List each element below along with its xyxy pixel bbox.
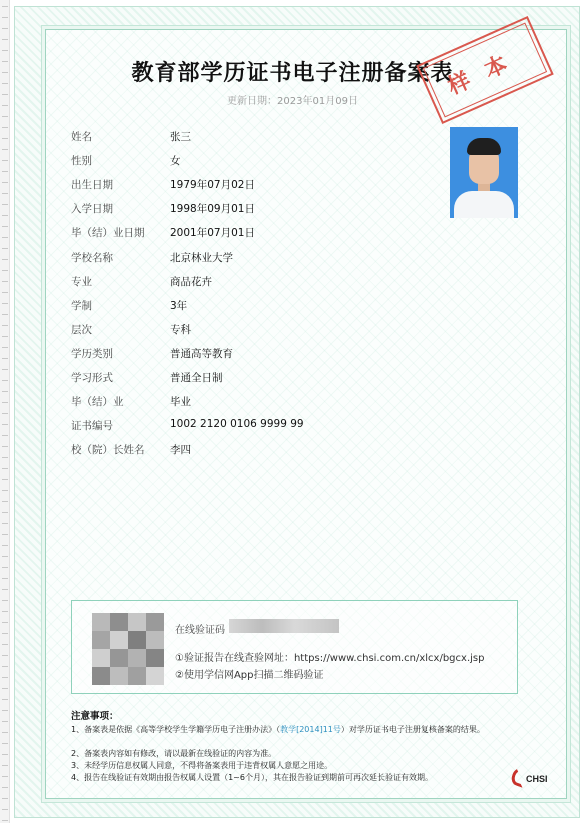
field-value: 专科 (170, 324, 191, 336)
field-label: 性别 (71, 155, 92, 167)
field-value: 女 (170, 155, 181, 167)
field-label: 校（院）长姓名 (71, 444, 145, 456)
field-label: 学制 (71, 300, 92, 312)
qr-code-image (92, 613, 164, 685)
student-photo (450, 127, 518, 218)
note-item-3: 3、未经学历信息权属人同意，不得将备案表用于违背权属人意愿之用途。 (71, 761, 333, 770)
field-label: 出生日期 (71, 179, 113, 191)
verification-code-redacted (229, 619, 339, 633)
note-item-4: 4、报告在线验证有效期由报告权属人设置（1~6个月），其在报告验证到期前可再次延长验证有效期。 (71, 773, 433, 782)
document-title: 教育部学历证书电子注册备案表 (131, 61, 454, 86)
field-label: 毕（结）业 (71, 396, 124, 408)
field-value: 毕业 (170, 396, 191, 408)
field-label: 证书编号 (71, 420, 113, 432)
field-value: 北京林业大学 (170, 252, 233, 264)
field-value: 李四 (170, 444, 191, 456)
field-label: 学校名称 (71, 252, 113, 264)
regulation-link[interactable]: 教学[2014]11号 (280, 725, 341, 734)
field-value: 1002 2120 0106 9999 99 (170, 418, 304, 430)
update-date: 更新日期：2023年01月09日 (227, 96, 358, 107)
field-label: 学历类别 (71, 348, 113, 360)
field-label: 入学日期 (71, 203, 113, 215)
chsi-logo (512, 768, 554, 788)
verification-code-label: 在线验证码 (175, 625, 225, 636)
field-value: 普通高等教育 (170, 348, 233, 360)
left-ruler-strip (0, 0, 10, 823)
sample-stamp-text: 样本 (444, 44, 528, 100)
notes-title: 注意事项： (71, 711, 119, 722)
field-value: 1979年07月02日 (170, 179, 255, 191)
verification-url-line: ①验证报告在线查验网址：https://www.chsi.com.cn/xlcx/bgcx.jsp (175, 653, 485, 664)
field-value: 商品花卉 (170, 276, 212, 288)
field-value: 张三 (170, 131, 191, 143)
note-item-1: 1、备案表是依据《高等学校学生学籍学历电子注册办法》（教学[2014]11号）对学历证书电子注册复核备案的结果。 (71, 725, 485, 734)
field-label: 毕（结）业日期 (71, 227, 145, 239)
chsi-logo-text: CHSI (526, 774, 548, 784)
field-value: 普通全日制 (170, 372, 223, 384)
verification-box (71, 600, 518, 694)
field-value: 1998年09月01日 (170, 203, 255, 215)
field-label: 姓名 (71, 131, 92, 143)
note-item-2: 2、备案表内容如有修改，请以最新在线验证的内容为准。 (71, 749, 277, 758)
field-label: 学习形式 (71, 372, 113, 384)
field-label: 专业 (71, 276, 92, 288)
verification-app-line: ②使用学信网App扫描二维码验证 (175, 670, 324, 681)
field-value: 3年 (170, 300, 188, 312)
field-label: 层次 (71, 324, 92, 336)
field-value: 2001年07月01日 (170, 227, 255, 239)
